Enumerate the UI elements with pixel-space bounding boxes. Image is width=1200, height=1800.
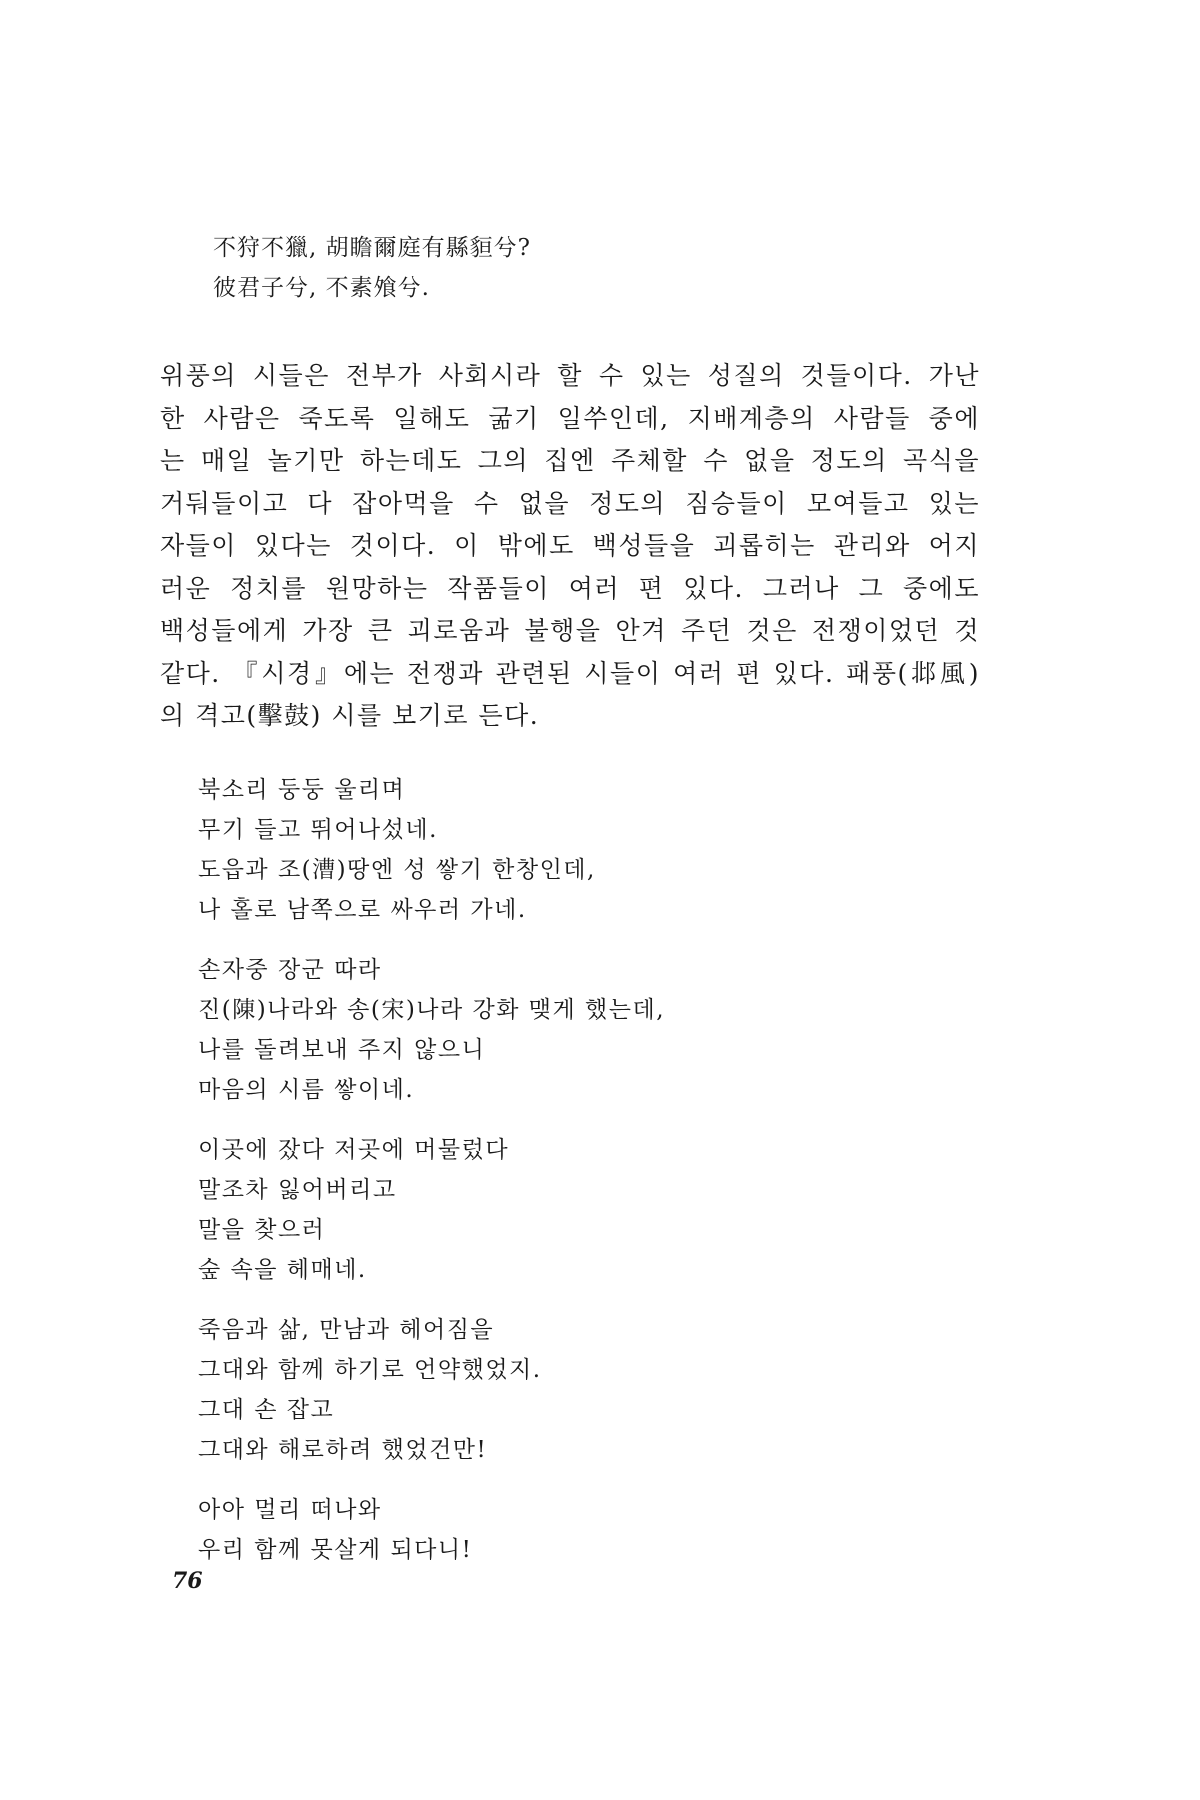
- poem-line: 이곳에 잤다 저곳에 머물렀다: [198, 1137, 510, 1163]
- prose-line: 한 사람은 죽도록 일해도 굶기 일쑤인데, 지배계층의 사람들 중에: [160, 403, 980, 433]
- poem-stanza: [198, 770, 665, 930]
- prose-line: 자들이 있다는 것이다. 이 밖에도 백성들을 괴롭히는 관리와 어지: [160, 531, 980, 560]
- prose-line: 위풍의 시들은 전부가 사회시라 할 수 있는 성질의 것들이다. 가난: [160, 361, 980, 390]
- prose-line: 같다. 『시경』에는 전쟁과 관련된 시들이 여러 편 있다. 패풍(邶風): [160, 658, 980, 688]
- poem-stanza: [198, 1310, 665, 1470]
- poem-line: 그대 손 잡고: [198, 1397, 335, 1423]
- prose-line: 의 격고(擊鼓) 시를 보기로 든다.: [160, 701, 540, 730]
- poem-line: 북소리 둥둥 울리며: [198, 777, 406, 803]
- poem-line: 마음의 시름 쌓이네.: [198, 1077, 415, 1103]
- prose-line: 는 매일 놀기만 하는데도 그의 집엔 주체할 수 없을 정도의 곡식을: [160, 446, 980, 475]
- poem-line: 도읍과 조(漕)땅엔 성 쌓기 한창인데,: [198, 857, 596, 883]
- poem-line: 나 홀로 남쪽으로 싸우러 가네.: [198, 897, 527, 923]
- poem-line: 무기 들고 뛰어나섰네.: [198, 817, 438, 843]
- verse-line: 不狩不獵, 胡瞻爾庭有縣貆兮?: [213, 235, 531, 261]
- prose-line: 백성들에게 가장 큰 괴로움과 불행을 안겨 주던 것은 전쟁이었던 것: [160, 616, 980, 645]
- poem-stanza: [198, 950, 665, 1110]
- poem-stanza: [198, 1130, 665, 1290]
- poem-line: 말을 찾으러: [198, 1217, 326, 1243]
- poem-line: 손자중 장군 따라: [198, 957, 382, 983]
- poem-line: 우리 함께 못살게 되다니!: [198, 1537, 473, 1563]
- verse-line: 彼君子兮, 不素飧兮.: [213, 275, 430, 301]
- prose-paragraph: [160, 355, 980, 738]
- poem-line: 말조차 잃어버리고: [198, 1177, 397, 1203]
- poem-line: 숲 속을 헤매네.: [198, 1257, 367, 1283]
- poem-line: 나를 돌려보내 주지 않으니: [198, 1037, 486, 1063]
- poem-line: 진(陳)나라와 송(宋)나라 강화 맺게 했는데,: [198, 997, 665, 1023]
- poem-line: 그대와 해로하려 했었건만!: [198, 1437, 488, 1463]
- classical-chinese-verse: [213, 228, 531, 308]
- poem-line: 죽음과 삶, 만남과 헤어짐을: [198, 1317, 495, 1343]
- page-number: 76: [172, 1568, 203, 1594]
- prose-line: 러운 정치를 원망하는 작품들이 여러 편 있다. 그러나 그 중에도: [160, 573, 980, 603]
- poem-line: 그대와 함께 하기로 언약했었지.: [198, 1357, 542, 1383]
- korean-poem: [198, 770, 665, 1590]
- poem-stanza: [198, 1490, 665, 1570]
- poem-line: 아아 멀리 떠나와: [198, 1497, 382, 1523]
- prose-line: 거둬들이고 다 잡아먹을 수 없을 정도의 짐승들이 모여들고 있는: [160, 488, 980, 518]
